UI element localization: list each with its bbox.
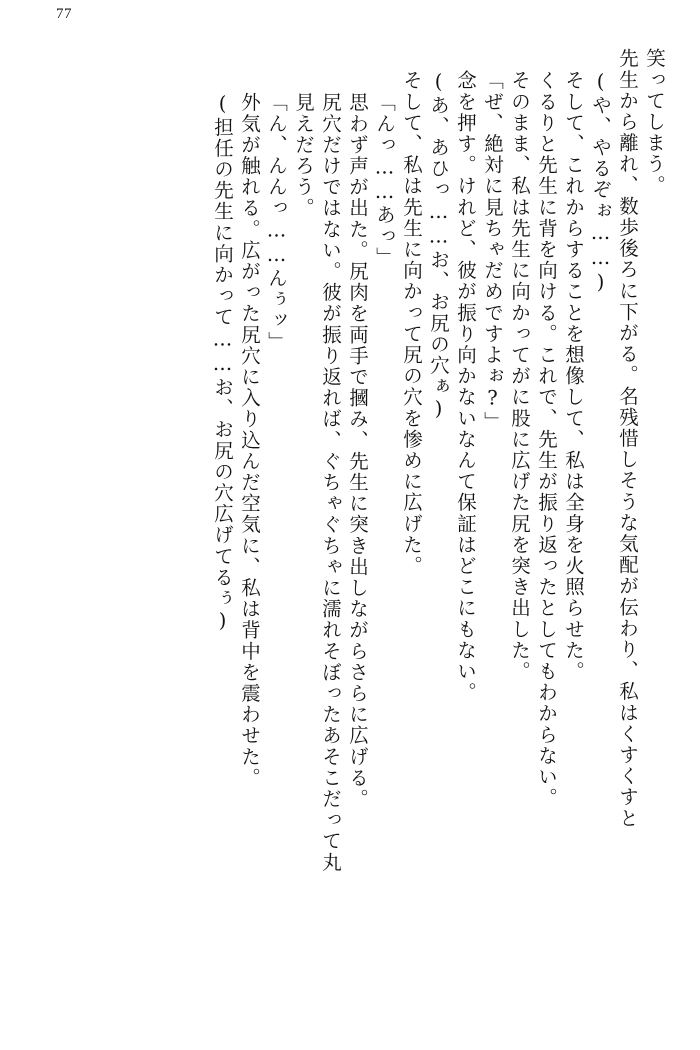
- text-column: 「んっ……あっ」: [373, 92, 396, 268]
- text-column: 「ん、んんっ……んぅッ」: [265, 92, 288, 353]
- text-column: そのまま、私は先生に向かってがに股に広げた尻を突き出した。: [508, 70, 531, 682]
- text-column: くるりと先生に背を向ける。これで、先生が振り返ったとしてもわからない。: [535, 70, 558, 809]
- text-column: 外気が触れる。広がった尻穴に入り込んだ空気に、私は背中を震わせた。: [238, 92, 261, 789]
- text-column: 見えだろう。: [292, 92, 315, 219]
- text-column: 念を押す。けれど、彼が振り向かないなんて保証はどこにもない。: [454, 70, 477, 703]
- page-number: 77: [56, 6, 72, 22]
- text-column: (や、やるぞぉ……): [589, 70, 612, 295]
- vertical-text-body: [44, 48, 664, 1008]
- text-column: そして、これからすることを想像して、私は全身を火照らせた。: [562, 70, 585, 682]
- text-column: そして、私は先生に向かって尻の穴を惨めに広げた。: [400, 70, 423, 577]
- text-column: (あ、あひっ……お、お尻の穴ぁ): [427, 70, 450, 422]
- text-column: 笑ってしまう。: [643, 48, 666, 196]
- text-column: 尻穴だけではない。彼が振り返れば、ぐちゃぐちゃに濡れそぼったあそこだって丸: [319, 92, 342, 873]
- text-column: (担任の先生に向かって……お、お尻の穴広げてるぅ): [211, 92, 234, 634]
- text-column: 先生から離れ、数歩後ろに下がる。名残惜しそうな気配が伝わり、私はくすくすと: [616, 48, 639, 829]
- text-column: 「ぜ、絶対に見ちゃだめですよぉ?」: [481, 70, 504, 433]
- text-column: 思わず声が出た。尻肉を両手で摑み、先生に突き出しながらさらに広げる。: [346, 92, 369, 810]
